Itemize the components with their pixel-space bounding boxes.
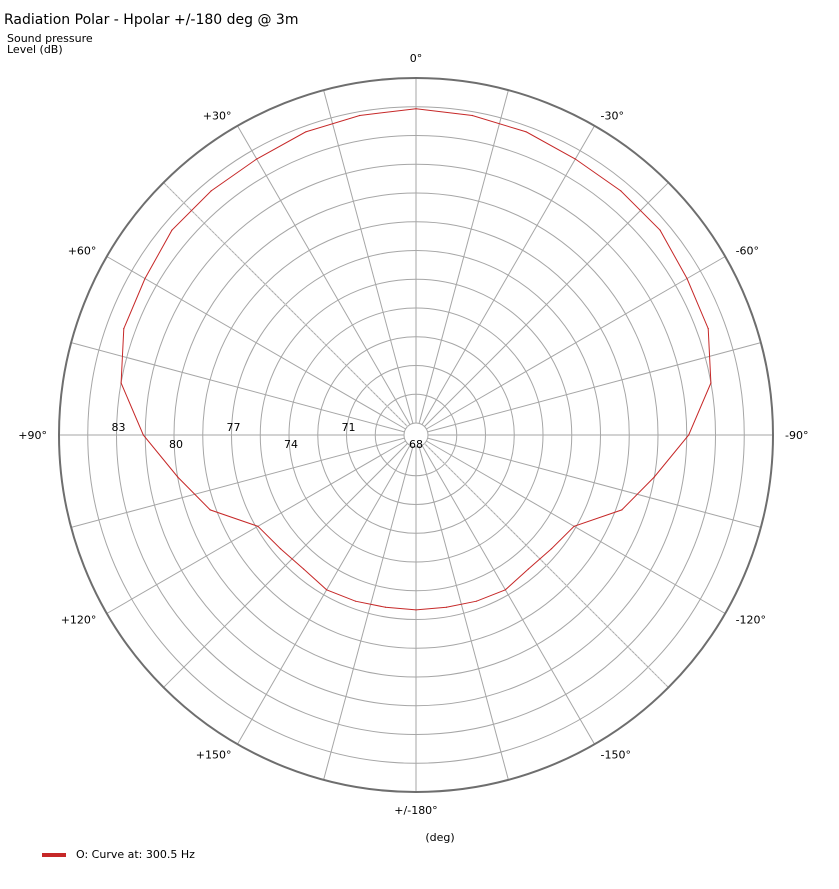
series-point — [686, 278, 687, 279]
angle-tick-label: +60° — [67, 244, 97, 258]
series-point — [415, 609, 416, 610]
grid-spoke — [428, 438, 761, 527]
radial-tick-label: 74 — [284, 438, 298, 451]
series-point — [355, 601, 356, 602]
radial-axis-label-line2: Level (dB) — [7, 43, 63, 56]
series-point — [303, 568, 304, 569]
series-point — [211, 190, 212, 191]
series-point — [120, 382, 121, 383]
series-point — [143, 434, 144, 435]
angle-tick-label: +30° — [202, 109, 232, 123]
angle-tick-label: +90° — [18, 429, 47, 442]
grid-spoke — [238, 126, 411, 425]
radial-axis-label-line1: Sound pressure — [7, 32, 93, 45]
grid-spoke — [107, 441, 406, 614]
angle-tick-label: 0° — [409, 52, 423, 65]
grid-spoke — [422, 126, 595, 425]
grid-spoke — [71, 438, 404, 527]
series-point — [210, 509, 211, 510]
angle-tick-label: -90° — [785, 429, 809, 442]
radial-tick-label: 80 — [169, 438, 183, 451]
radial-tick-label: 71 — [341, 421, 356, 434]
series-point — [505, 589, 506, 590]
series-point — [620, 190, 621, 191]
grid-spoke — [428, 343, 761, 432]
series-point — [171, 230, 172, 231]
series-point — [708, 328, 709, 329]
angle-tick-label: +/-180° — [394, 804, 438, 817]
angle-tick-label: -120° — [735, 613, 767, 627]
grid-spoke — [71, 343, 404, 432]
series-point — [280, 548, 281, 549]
grid-spoke — [324, 90, 413, 423]
radial-tick-label: 83 — [111, 421, 126, 434]
series-point — [446, 607, 447, 608]
series-point — [526, 131, 527, 132]
series-point — [177, 476, 178, 477]
series-point — [688, 434, 689, 435]
series-point — [528, 568, 529, 569]
series-point — [256, 158, 257, 159]
series-point — [710, 382, 711, 383]
series-point — [123, 328, 124, 329]
series-point — [144, 278, 145, 279]
series-point — [621, 509, 622, 510]
series-point — [575, 158, 576, 159]
grid-spoke — [419, 90, 508, 423]
series-point — [359, 115, 360, 116]
grid-spoke — [426, 441, 725, 614]
series-point — [551, 548, 552, 549]
grid-spoke — [107, 257, 406, 430]
series-point — [654, 476, 655, 477]
angle-tick-label: +120° — [60, 613, 97, 627]
radial-tick-label: 77 — [226, 421, 241, 434]
series-point — [385, 607, 386, 608]
series-point — [326, 589, 327, 590]
angle-tick-label: +150° — [195, 748, 232, 762]
series-point — [476, 601, 477, 602]
grid-spoke — [426, 257, 725, 430]
legend — [42, 848, 195, 861]
series-point — [415, 108, 416, 109]
series-point — [305, 131, 306, 132]
legend-label: O: Curve at: 300.5 Hz — [76, 848, 195, 861]
grid-spoke — [164, 443, 408, 687]
angle-tick-label: -30° — [600, 109, 624, 123]
angle-tick-label: -150° — [600, 748, 631, 762]
series-point — [574, 526, 575, 527]
legend-swatch — [42, 853, 66, 857]
grid-spoke — [424, 183, 668, 427]
angle-tick-label: -60° — [735, 244, 760, 258]
grid-spoke — [238, 445, 411, 744]
series-point — [472, 115, 473, 116]
radial-tick-label: 68 — [409, 438, 423, 451]
series-point — [660, 230, 661, 231]
grid-spoke — [422, 445, 595, 744]
chart-title: Radiation Polar - Hpolar +/-180 deg @ 3m — [4, 12, 299, 28]
grid-spoke — [324, 447, 413, 780]
grid-spoke — [419, 447, 508, 780]
angle-unit-label: (deg) — [425, 831, 455, 844]
series-point — [257, 526, 258, 527]
